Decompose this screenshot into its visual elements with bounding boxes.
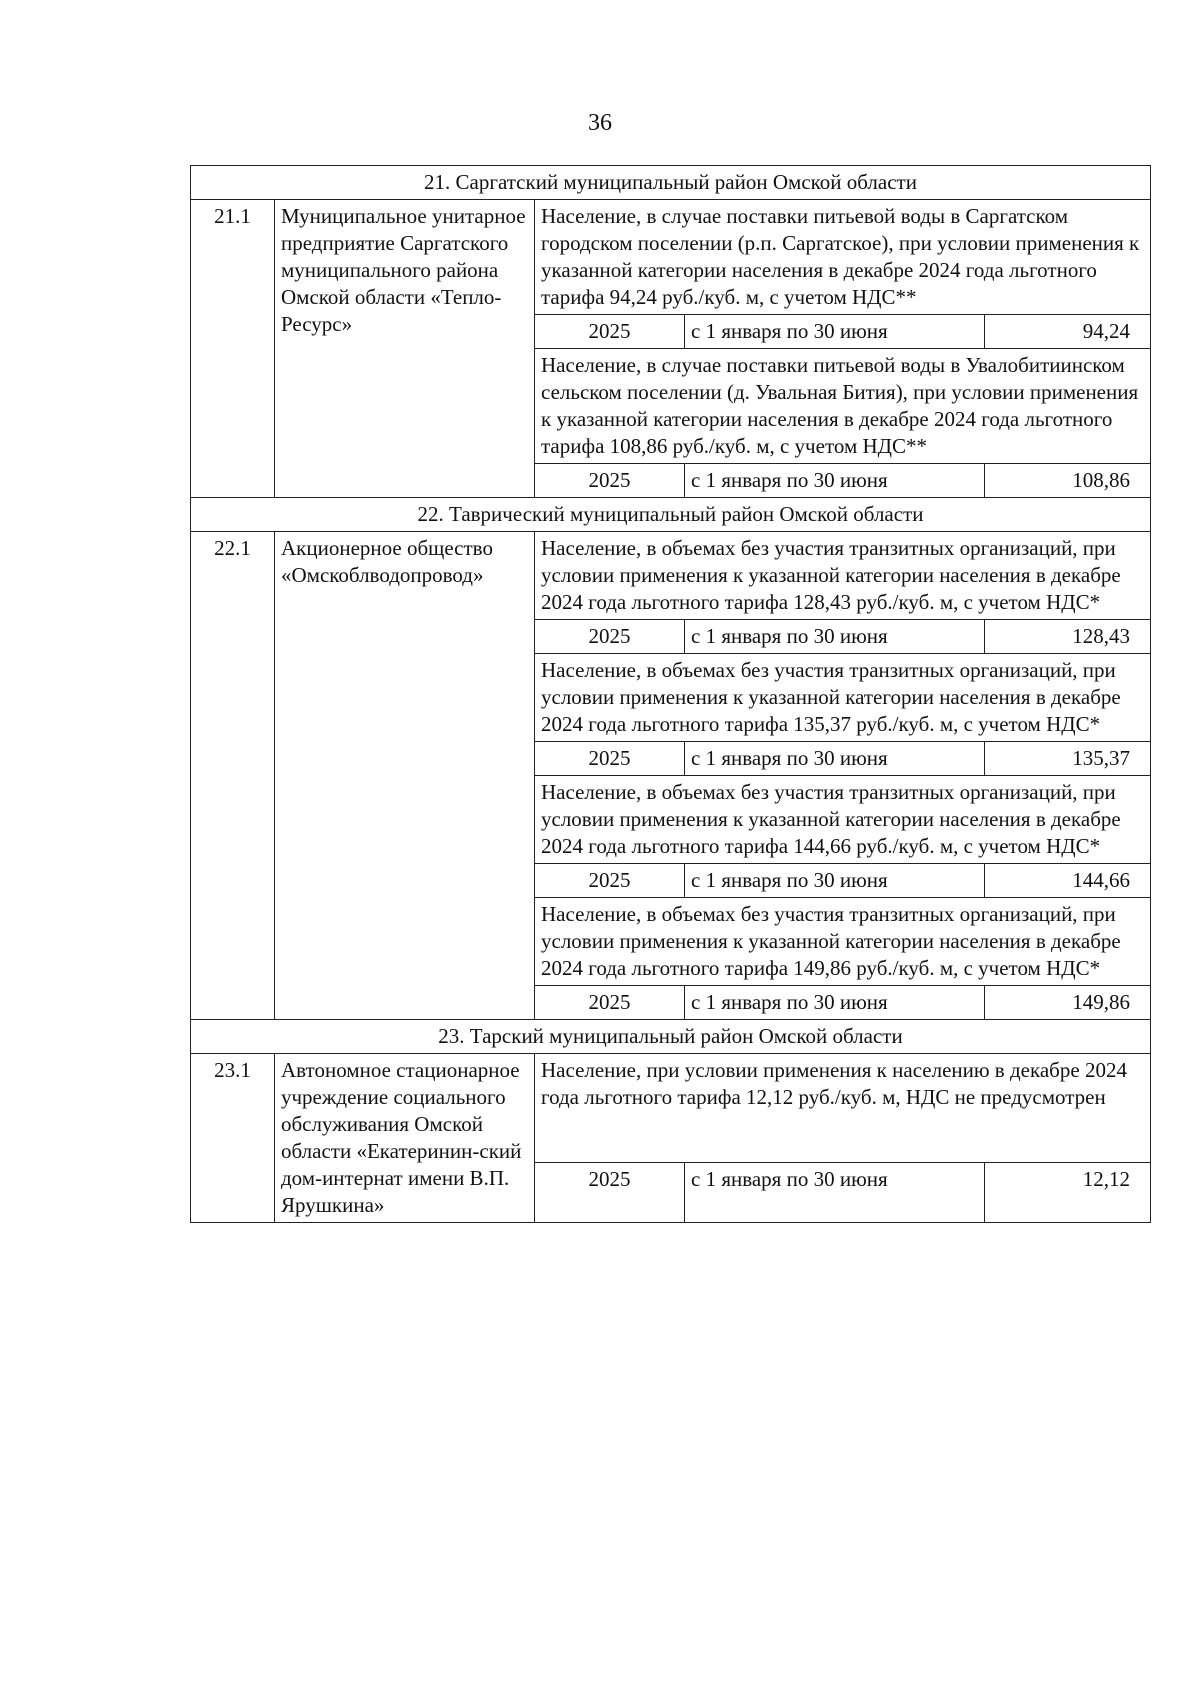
section-header-row <box>191 498 1151 532</box>
tariff-description: Население, в случае поставки питьевой воды в Увалобитиинском сельском поселении (д. Увальная Бития), при условии применения к указанной категории населения в декабре 2024 года льготного тарифа 108,86 руб./куб. м, с учетом НДС** <box>535 349 1151 464</box>
tariff-period: с 1 января по 30 июня <box>685 1162 985 1222</box>
section-header-row <box>191 166 1151 200</box>
organization-name: Муниципальное унитарное предприятие Саргатского муниципального района Омской области «Тепло-Ресурс» <box>275 200 535 498</box>
entry-number: 23.1 <box>191 1054 275 1223</box>
section-header-row <box>191 1020 1151 1054</box>
tariff-description-row <box>191 532 1151 620</box>
tariff-period: с 1 января по 30 июня <box>685 864 985 898</box>
tariff-year: 2025 <box>535 464 685 498</box>
tariff-value: 149,86 <box>985 986 1151 1020</box>
organization-name: Акционерное общество «Омскоблводопровод» <box>275 532 535 1020</box>
tariff-table <box>190 165 1151 1223</box>
tariff-period: с 1 января по 30 июня <box>685 464 985 498</box>
tariff-description: Население, в объемах без участия транзитных организаций, при условии применения к указанной категории населения в декабре 2024 года льготного тарифа 128,43 руб./куб. м, с учетом НДС* <box>535 532 1151 620</box>
tariff-period: с 1 января по 30 июня <box>685 620 985 654</box>
tariff-year: 2025 <box>535 986 685 1020</box>
tariff-period: с 1 января по 30 июня <box>685 986 985 1020</box>
tariff-value: 144,66 <box>985 864 1151 898</box>
tariff-description: Население, при условии применения к населению в декабре 2024 года льготного тарифа 12,12 руб./куб. м, НДС не предусмотрен <box>535 1054 1151 1163</box>
tariff-year: 2025 <box>535 620 685 654</box>
tariff-description: Население, в объемах без участия транзитных организаций, при условии применения к указанной категории населения в декабре 2024 года льготного тарифа 149,86 руб./куб. м, с учетом НДС* <box>535 898 1151 986</box>
tariff-description-row <box>191 1054 1151 1163</box>
tariff-value: 12,12 <box>985 1162 1151 1222</box>
section-title: 23. Тарский муниципальный район Омской области <box>191 1020 1151 1054</box>
tariff-description-row <box>191 200 1151 315</box>
tariff-value: 108,86 <box>985 464 1151 498</box>
entry-number: 21.1 <box>191 200 275 498</box>
tariff-year: 2025 <box>535 1162 685 1222</box>
section-title: 22. Таврический муниципальный район Омской области <box>191 498 1151 532</box>
tariff-description: Население, в объемах без участия транзитных организаций, при условии применения к указанной категории населения в декабре 2024 года льготного тарифа 144,66 руб./куб. м, с учетом НДС* <box>535 776 1151 864</box>
tariff-description: Население, в объемах без участия транзитных организаций, при условии применения к указанной категории населения в декабре 2024 года льготного тарифа 135,37 руб./куб. м, с учетом НДС* <box>535 654 1151 742</box>
tariff-year: 2025 <box>535 742 685 776</box>
tariff-period: с 1 января по 30 июня <box>685 742 985 776</box>
tariff-value: 128,43 <box>985 620 1151 654</box>
tariff-value: 135,37 <box>985 742 1151 776</box>
organization-name: Автономное стационарное учреждение социального обслуживания Омской области «Екатеринин-ский дом-интернат имени В.П. Ярушкина» <box>275 1054 535 1223</box>
entry-number: 22.1 <box>191 532 275 1020</box>
tariff-description: Население, в случае поставки питьевой воды в Саргатском городском поселении (р.п. Саргатское), при условии применения к указанной категории населения в декабре 2024 года льготного тарифа 94,24 руб./куб. м, с учетом НДС** <box>535 200 1151 315</box>
tariff-period: с 1 января по 30 июня <box>685 315 985 349</box>
section-title: 21. Саргатский муниципальный район Омской области <box>191 166 1151 200</box>
tariff-value: 94,24 <box>985 315 1151 349</box>
page-number: 36 <box>588 110 612 136</box>
tariff-year: 2025 <box>535 864 685 898</box>
tariff-year: 2025 <box>535 315 685 349</box>
